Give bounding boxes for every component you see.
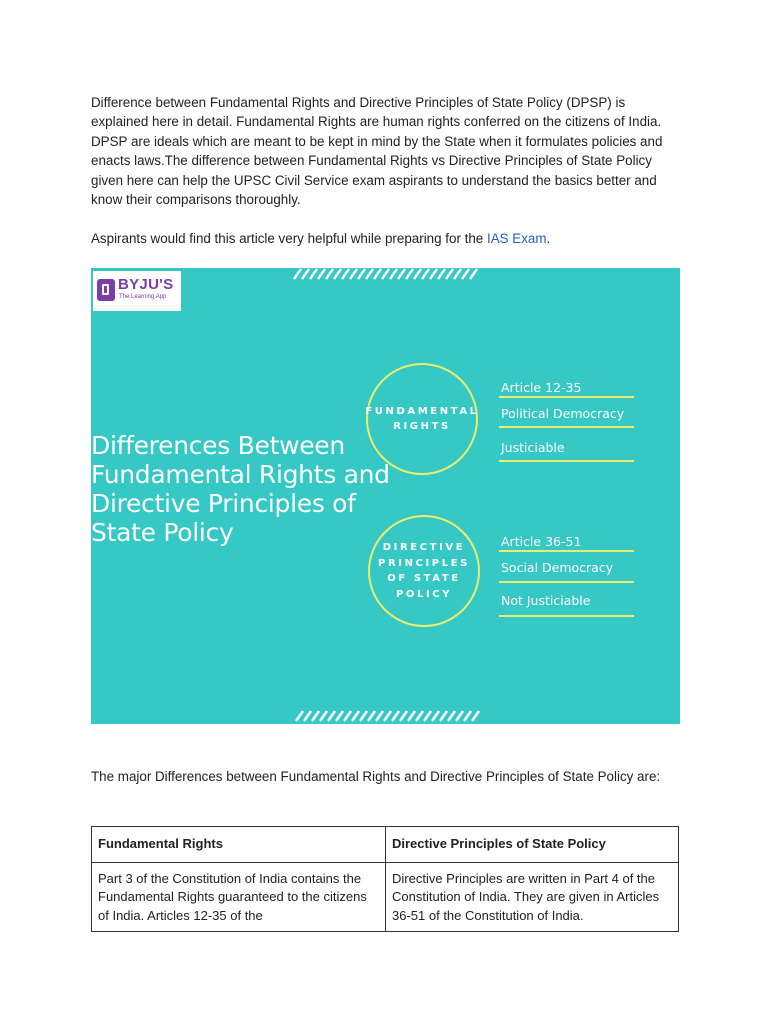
byjus-logo — [93, 271, 181, 311]
aspirants-paragraph — [91, 229, 681, 248]
comparison-table — [91, 826, 679, 932]
dp-justiciability: Not Justiciable — [501, 593, 591, 608]
dp-divider-2 — [499, 581, 634, 583]
infographic-headline: Differences Between Fundamental Rights and Directive Principles of State Policy — [91, 431, 390, 547]
fundamental-rights-circle-label: FUNDAMENTAL RIGHTS — [365, 405, 479, 432]
table-cell: Directive Principles are written in Part 4 of the Constitution of India. They are given in Articles 36-51 of the Constitution of India. — [386, 863, 679, 932]
header-fundamental-rights: Fundamental Rights — [92, 827, 386, 863]
dp-article-range: Article 36-51 — [501, 534, 582, 549]
dp-democracy-type: Social Democracy — [501, 560, 614, 575]
directive-principles-circle-label: DIRECTIVE PRINCIPLES OF STATE POLICY — [378, 542, 470, 600]
fr-divider-3 — [499, 460, 634, 462]
stripes-decoration-bottom — [293, 710, 483, 722]
ias-exam-link[interactable]: IAS Exam — [486, 231, 547, 246]
directive-principles-circle — [368, 515, 480, 627]
fr-divider-2 — [499, 426, 634, 428]
table-row — [92, 863, 679, 932]
fr-article-range: Article 12-35 — [501, 380, 582, 395]
aspirants-tail: . — [546, 231, 551, 246]
fr-divider-1 — [499, 396, 634, 398]
intro-paragraph: Difference between Fundamental Rights and Directive Principles of State Policy (DPSP) is explained here in detail. Fundamental Rights are human rights conferred on the citizens of India. DPSP are ideals which are meant to be kept in mind by the State when it formulates policies and enacts laws.The difference between Fundamental Rights vs Directive Principles of State Policy given here can help the UPSC Civil Service exam aspirants to understand the basics better and know their comparisons thoroughly. — [91, 95, 663, 208]
major-differences-intro: The major Differences between Fundamental Rights and Directive Principles of State Policy are: — [91, 769, 661, 784]
logo-tagline: The Learning App — [119, 294, 167, 300]
byjus-logo-icon — [97, 279, 115, 301]
fundamental-rights-circle — [366, 363, 478, 475]
header-directive-principles: Directive Principles of State Policy — [386, 827, 679, 863]
table-header-row — [92, 827, 679, 863]
logo-wordmark: BYJU'S — [118, 276, 174, 293]
table-cell: Part 3 of the Constitution of India contains the Fundamental Rights guaranteed to the citizens of India. Articles 12-35 of the — [92, 863, 386, 932]
dp-divider-3 — [499, 615, 634, 617]
dp-divider-1 — [499, 550, 634, 552]
aspirants-text: Aspirants would find this article very helpful while preparing for the — [91, 231, 487, 246]
fr-democracy-type: Political Democracy — [501, 406, 625, 421]
stripes-decoration-top — [291, 268, 481, 280]
infographic-banner — [91, 268, 680, 724]
fr-justiciability: Justiciable — [501, 440, 565, 455]
